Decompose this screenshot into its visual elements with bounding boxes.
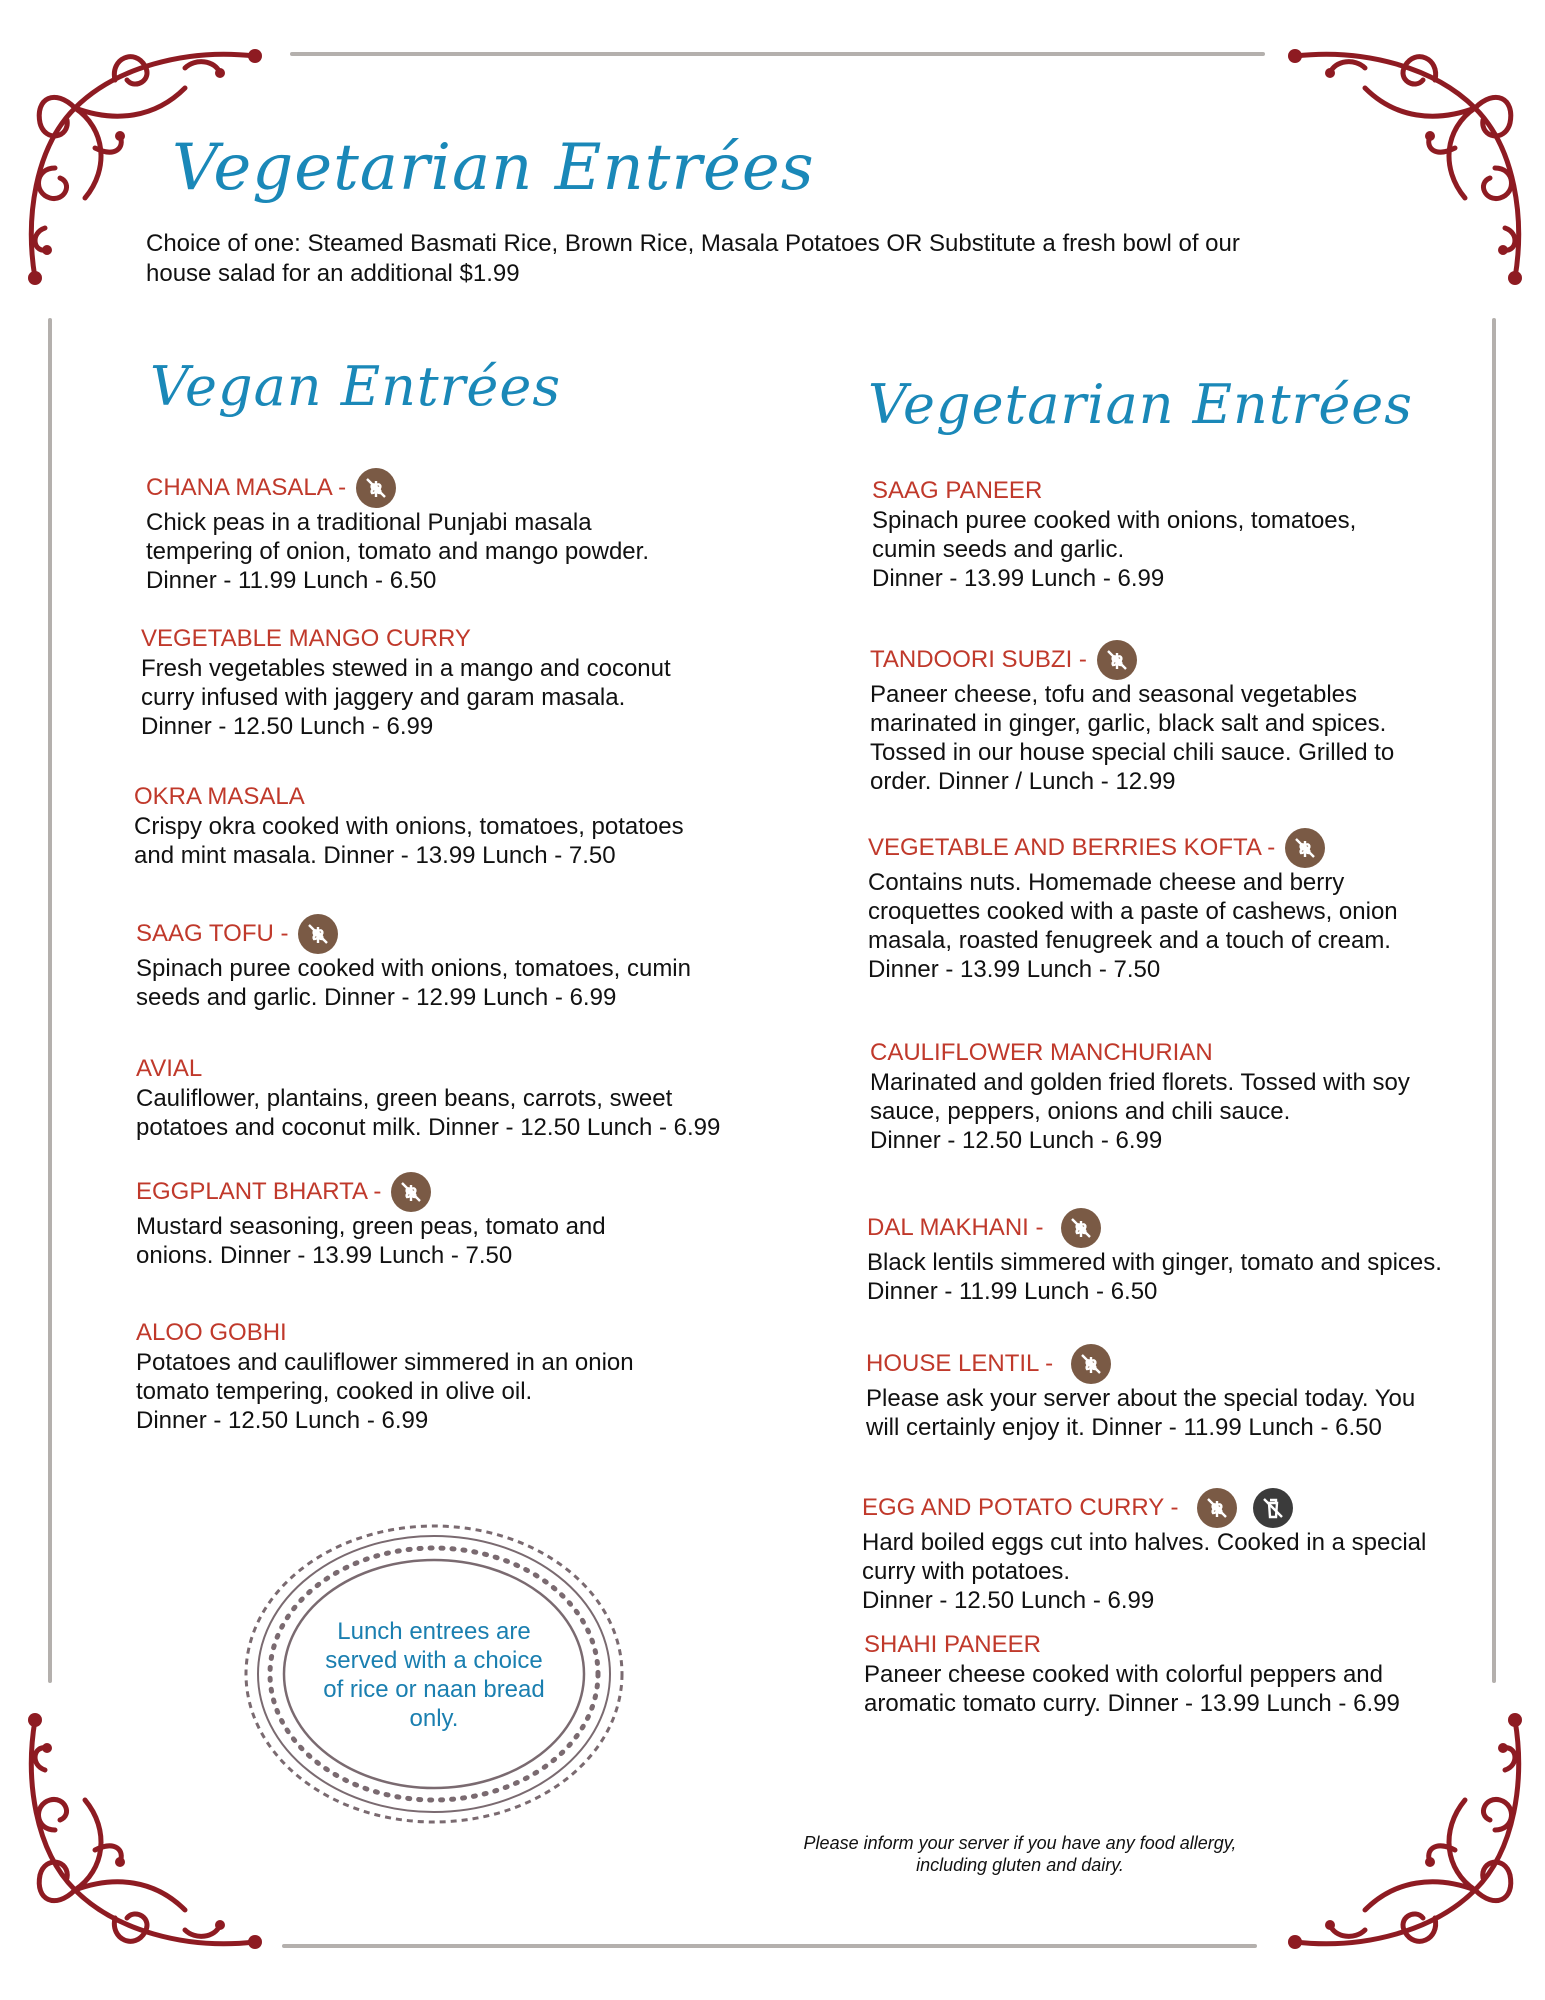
veg-item-cauliflower-manchurian xyxy=(870,1038,1410,1155)
item-name: EGG AND POTATO CURRY - xyxy=(862,1494,1179,1521)
vegetarian-heading: Vegetarian Entrées xyxy=(868,373,1413,436)
gluten-free-icon xyxy=(391,1172,431,1212)
bottom-border-rule xyxy=(282,1944,1257,1948)
item-description: Spinach puree cooked with onions, tomatoes, cumin seeds and garlic. Dinner - 12.99 Lunch - 6.99 xyxy=(136,955,691,1011)
vegan-item-avial xyxy=(136,1054,720,1142)
vegan-item-chana-masala xyxy=(146,468,649,595)
item-name: VEGETABLE MANGO CURRY xyxy=(141,625,471,652)
gluten-free-icon xyxy=(1061,1208,1101,1248)
gluten-free-icon xyxy=(298,914,338,954)
gluten-free-icon xyxy=(1071,1344,1111,1384)
item-name: AVIAL xyxy=(136,1055,203,1082)
vegan-item-okra-masala xyxy=(134,782,684,870)
page-title: Vegetarian Entrées xyxy=(172,131,815,205)
gluten-free-icon xyxy=(1285,828,1325,868)
item-name: OKRA MASALA xyxy=(134,783,305,810)
vegan-item-aloo-gobhi xyxy=(136,1318,634,1435)
ornament-top-right xyxy=(1265,28,1535,298)
vegan-heading: Vegan Entrées xyxy=(150,355,562,418)
item-description: Paneer cheese cooked with colorful peppers and aromatic tomato curry. Dinner - 13.99 Lunch - 6.99 xyxy=(864,1661,1400,1717)
veg-item-egg-and-potato-curry xyxy=(862,1488,1426,1615)
item-name: EGGPLANT BHARTA - xyxy=(136,1178,382,1205)
veg-item-house-lentil xyxy=(866,1344,1415,1442)
gluten-free-icon xyxy=(1097,640,1137,680)
item-name: SAAG PANEER xyxy=(872,477,1043,504)
item-name: VEGETABLE AND BERRIES KOFTA - xyxy=(868,834,1276,861)
gluten-free-icon xyxy=(356,468,396,508)
veg-item-dal-makhani xyxy=(867,1208,1442,1306)
vegan-item-eggplant-bharta xyxy=(136,1172,606,1270)
dairy-free-icon xyxy=(1253,1488,1293,1528)
vegan-item-saag-tofu xyxy=(136,914,691,1012)
item-name: HOUSE LENTIL - xyxy=(866,1350,1054,1377)
item-description: Please ask your server about the special today. You will certainly enjoy it. Dinner - 11.99 Lunch - 6.50 xyxy=(866,1385,1416,1441)
item-description: Cauliflower, plantains, green beans, carrots, sweet potatoes and coconut milk. Dinner - 12.50 Lunch - 6.99 xyxy=(136,1085,721,1141)
right-border-rule xyxy=(1492,318,1496,1683)
top-border-rule xyxy=(290,52,1265,56)
item-description: Fresh vegetables stewed in a mango and coconut curry infused with jaggery and garam masala. Dinner - 12.50 Lunch - 6.99 xyxy=(141,655,671,740)
item-name: SAAG TOFU - xyxy=(136,920,289,947)
veg-item-saag-paneer xyxy=(872,476,1356,593)
item-name: ALOO GOBHI xyxy=(136,1319,287,1346)
item-description: Hard boiled eggs cut into halves. Cooked in a special curry with potatoes. Dinner - 12.50 Lunch - 6.99 xyxy=(862,1529,1427,1614)
veg-item-shahi-paneer xyxy=(864,1630,1400,1718)
vegan-item-vegetable-mango-curry xyxy=(141,624,671,741)
allergy-footer-note: Please inform your server if you have any food allergy, including gluten and dairy. xyxy=(803,1833,1237,1875)
veg-item-vegetable-and-berries-kofta xyxy=(868,828,1398,984)
item-description: Contains nuts. Homemade cheese and berry croquettes cooked with a paste of cashews, onion masala, roasted fenugreek and a touch of cream. Dinner - 13.99 Lunch - 7.50 xyxy=(868,869,1398,983)
item-description: Crispy okra cooked with onions, tomatoes, potatoes and mint masala. Dinner - 13.99 Lunch - 7.50 xyxy=(134,813,684,869)
item-description: Marinated and golden fried florets. Tossed with soy sauce, peppers, onions and chili sauce. Dinner - 12.50 Lunch - 6.99 xyxy=(870,1069,1410,1154)
item-description: Chick peas in a traditional Punjabi masala tempering of onion, tomato and mango powder. Dinner - 11.99 Lunch - 6.50 xyxy=(146,509,649,594)
ornament-bottom-right xyxy=(1265,1700,1535,1970)
item-name: SHAHI PANEER xyxy=(864,1631,1041,1658)
item-description: Spinach puree cooked with onions, tomatoes, cumin seeds and garlic. Dinner - 13.99 Lunch - 6.99 xyxy=(872,507,1357,592)
item-description: Black lentils simmered with ginger, tomato and spices. Dinner - 11.99 Lunch - 6.50 xyxy=(867,1249,1442,1305)
item-name: CHANA MASALA - xyxy=(146,474,347,501)
item-name: CAULIFLOWER MANCHURIAN xyxy=(870,1039,1213,1066)
gluten-free-icon xyxy=(1197,1488,1237,1528)
item-name: TANDOORI SUBZI - xyxy=(870,646,1087,673)
item-name: DAL MAKHANI - xyxy=(867,1214,1044,1241)
item-description: Potatoes and cauliflower simmered in an onion tomato tempering, cooked in olive oil. Dinner - 12.50 Lunch - 6.99 xyxy=(136,1349,634,1434)
item-description: Mustard seasoning, green peas, tomato and onions. Dinner - 13.99 Lunch - 7.50 xyxy=(136,1213,606,1269)
left-border-rule xyxy=(48,318,52,1683)
lunch-note-text: Lunch entrees are served with a choice of rice or naan bread only. xyxy=(323,1618,545,1732)
intro-text: Choice of one: Steamed Basmati Rice, Brown Rice, Masala Potatoes OR Substitute a fresh bowl of our house salad for an additional $1.99 xyxy=(146,230,1240,287)
item-description: Paneer cheese, tofu and seasonal vegetables marinated in ginger, garlic, black salt and spices. Tossed in our house special chili sauce. Grilled to order. Dinner / Lunch - 12.99 xyxy=(870,681,1395,795)
veg-item-tandoori-subzi xyxy=(870,640,1394,796)
